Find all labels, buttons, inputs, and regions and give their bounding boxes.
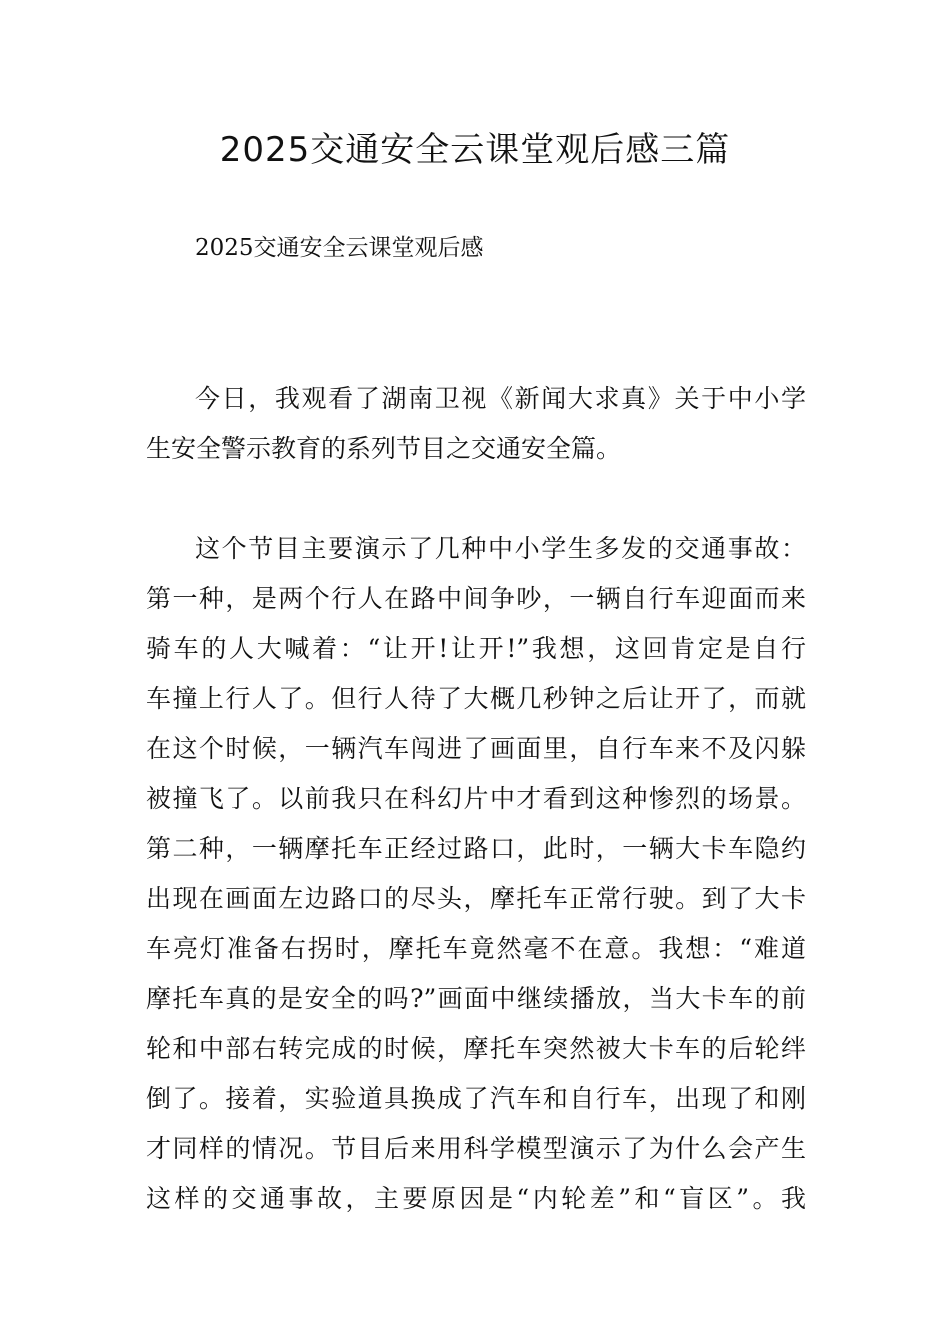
paragraph-2-line: 轮和中部右转完成的时候，摩托车突然被大卡车的后轮绊 [146, 1034, 806, 1063]
paragraph-2-line: 这样的交通事故，主要原因是“内轮差”和“盲区”。我 [146, 1184, 806, 1213]
paragraph-2-line: 倒了。接着，实验道具换成了汽车和自行车，出现了和刚 [146, 1084, 806, 1113]
paragraph-1-line: 今日，我观看了湖南卫视《新闻大求真》关于中小学 [195, 384, 806, 413]
paragraph-2-line: 摩托车真的是安全的吗?”画面中继续播放，当大卡车的前 [146, 984, 806, 1013]
paragraph-2-line: 出现在画面左边路口的尽头，摩托车正常行驶。到了大卡 [146, 884, 806, 913]
paragraph-2-line: 在这个时候，一辆汽车闯进了画面里，自行车来不及闪躲 [146, 734, 806, 763]
paragraph-2-line: 骑车的人大喊着：“让开!让开!”我想，这回肯定是自行 [146, 634, 806, 663]
document-title: 2025交通安全云课堂观后感三篇 [219, 130, 731, 170]
paragraph-1-line: 生安全警示教育的系列节目之交通安全篇。 [146, 434, 622, 463]
document-subtitle: 2025交通安全云课堂观后感 [195, 235, 484, 261]
paragraph-2-line: 才同样的情况。节目后来用科学模型演示了为什么会产生 [146, 1134, 806, 1163]
paragraph-2-line: 第一种，是两个行人在路中间争吵，一辆自行车迎面而来 [146, 584, 806, 613]
paragraph-2-line: 车亮灯准备右拐时，摩托车竟然毫不在意。我想：“难道 [146, 934, 806, 963]
paragraph-2-line: 这个节目主要演示了几种中小学生多发的交通事故： [195, 534, 806, 563]
paragraph-2-line: 车撞上行人了。但行人待了大概几秒钟之后让开了，而就 [146, 684, 806, 713]
paragraph-2-line: 第二种，一辆摩托车正经过路口，此时，一辆大卡车隐约 [146, 834, 806, 863]
paragraph-2-line: 被撞飞了。以前我只在科幻片中才看到这种惨烈的场景。 [146, 784, 806, 813]
